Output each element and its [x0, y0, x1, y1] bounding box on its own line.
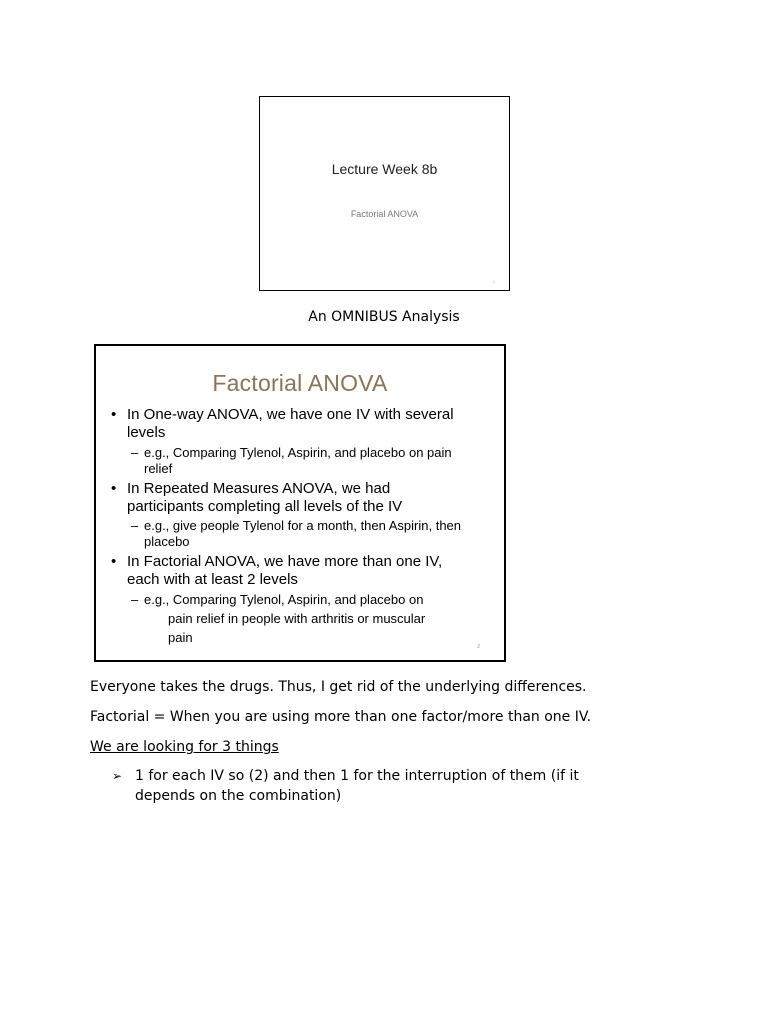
slide-bullet-continuation: each with at least 2 levels	[127, 571, 298, 588]
slide-subtitle: Factorial ANOVA	[350, 209, 419, 219]
slide-bullet	[111, 480, 391, 498]
bullet-text: In Repeated Measures ANOVA, we had	[127, 480, 391, 497]
dash-icon: –	[131, 518, 139, 533]
slide-sub-bullet-continuation: pain	[168, 630, 193, 645]
list-item-line: 1 for each IV so (2) and then 1 for the interruption of them (if it	[135, 768, 579, 784]
slide-page-number: 2	[477, 644, 480, 650]
bullet-icon: •	[111, 406, 117, 423]
dash-icon: –	[131, 592, 139, 607]
paragraph: Factorial = When you are using more than one factor/more than one IV.	[90, 709, 592, 725]
bullet-text: In Factorial ANOVA, we have more than one IV,	[127, 553, 443, 570]
sub-bullet-text: e.g., Comparing Tylenol, Aspirin, and placebo on	[144, 592, 424, 607]
bullet-text: In One-way ANOVA, we have one IV with several	[127, 406, 454, 423]
slide-sub-bullet-continuation: placebo	[144, 534, 190, 549]
slide-title: Lecture Week 8b	[331, 161, 438, 177]
dash-icon: –	[131, 445, 139, 460]
slide-image-factorial-anova	[94, 344, 506, 662]
bullet-icon: •	[111, 553, 117, 570]
slide-sub-bullet	[131, 592, 424, 608]
slide-sub-bullet	[131, 445, 452, 461]
slide-page-number: 1	[492, 279, 495, 284]
arrow-bullet-icon: ➢	[112, 769, 123, 783]
list-item-line: depends on the combination)	[135, 788, 342, 804]
slide-sub-bullet-continuation: pain relief in people with arthritis or muscular	[168, 611, 426, 626]
slide-bullet-continuation: participants completing all levels of the IV	[127, 498, 403, 515]
slide-bullet	[111, 406, 454, 424]
slide-title: Factorial ANOVA	[212, 370, 388, 396]
image-caption: An OMNIBUS Analysis	[308, 309, 460, 325]
paragraph: Everyone takes the drugs. Thus, I get rid of the underlying differences.	[90, 679, 587, 695]
section-heading: We are looking for 3 things	[90, 739, 279, 755]
list-item-text	[135, 766, 655, 806]
bullet-icon: •	[111, 480, 117, 497]
slide-sub-bullet-continuation: relief	[144, 461, 173, 476]
slide-image-lecture-title	[259, 96, 510, 291]
slide-bullet-continuation: levels	[127, 424, 166, 441]
sub-bullet-text: e.g., Comparing Tylenol, Aspirin, and placebo on pain	[144, 445, 452, 460]
slide-bullet	[111, 553, 443, 571]
slide-sub-bullet	[131, 518, 462, 534]
sub-bullet-text: e.g., give people Tylenol for a month, then Aspirin, then	[144, 518, 462, 533]
